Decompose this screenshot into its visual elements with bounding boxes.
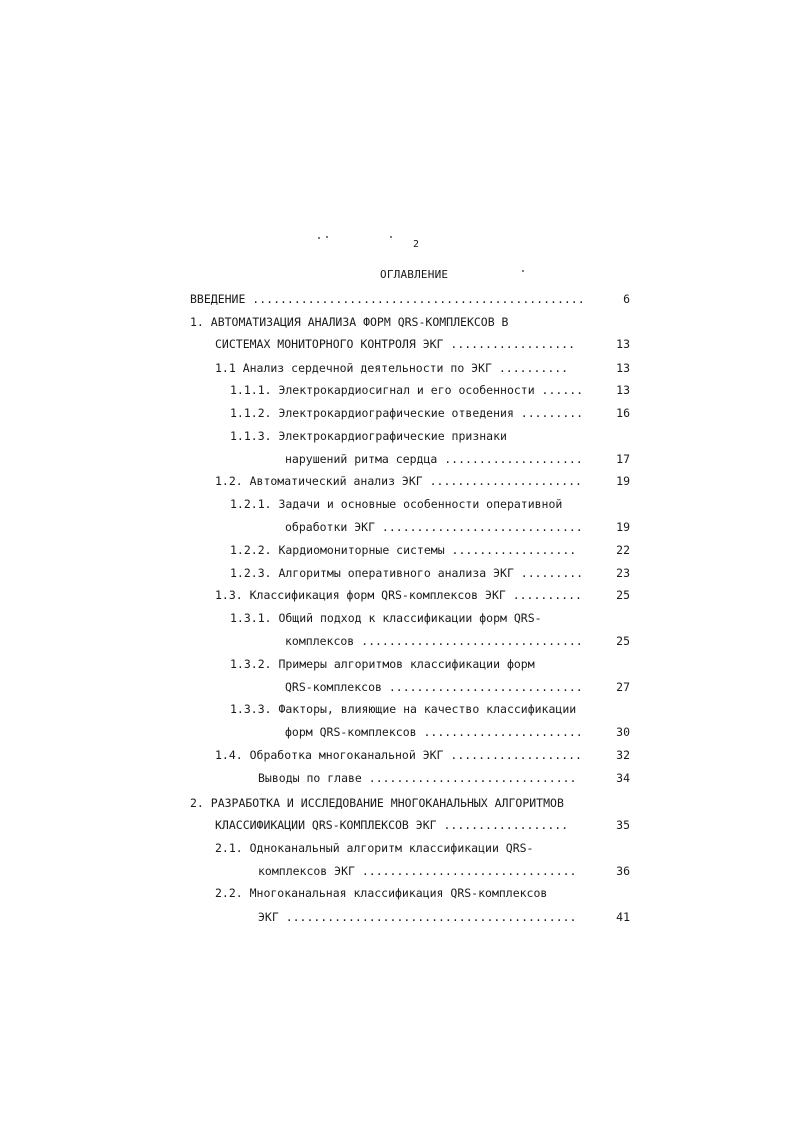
- toc-title: ОГЛАВЛЕНИЕ: [380, 268, 449, 281]
- toc-page-number: 32: [616, 748, 630, 762]
- toc-page-number: 35: [616, 818, 630, 832]
- toc-entry: 1.3.1. Общий подход к классификации форм QRS-: [230, 611, 542, 625]
- toc-page-number: 27: [616, 680, 630, 694]
- toc-page-number: 16: [616, 406, 630, 420]
- toc-entry: СИСТЕМАХ МОНИТОРНОГО КОНТРОЛЯ ЭКГ ..................: [215, 337, 576, 351]
- toc-entry: 1.2.1. Задачи и основные особенности оперативной: [230, 497, 563, 511]
- toc-page-number: 25: [616, 634, 630, 648]
- scan-speck: [326, 236, 328, 238]
- toc-page-number: 19: [616, 520, 630, 534]
- toc-page-number: 13: [616, 337, 630, 351]
- toc-entry: 1.2.3. Алгоритмы оперативного анализа ЭКГ .........: [230, 566, 584, 580]
- toc-page-number: 30: [616, 725, 630, 739]
- toc-entry: 2.2. Многоканальная классификация QRS-комплексов: [215, 886, 548, 900]
- toc-entry: 1.1.1. Электрокардиосигнал и его особенности ......: [230, 383, 584, 397]
- toc-entry: комплексов ................................: [285, 634, 583, 648]
- toc-entry: 2. РАЗРАБОТКА И ИССЛЕДОВАНИЕ МНОГОКАНАЛЬНЫХ АЛГОРИТМОВ: [190, 796, 564, 810]
- toc-entry: КЛАССИФИКАЦИИ QRS-КОМПЛЕКСОВ ЭКГ ..................: [215, 818, 569, 832]
- toc-entry: нарушений ритма сердца ....................: [285, 452, 583, 466]
- toc-entry: 2.1. Одноканальный алгоритм классификации QRS-: [215, 841, 534, 855]
- toc-entry: 1.1 Анализ сердечной деятельности по ЭКГ ..........: [215, 361, 569, 375]
- scan-speck: [522, 270, 524, 272]
- toc-page-number: 13: [616, 361, 630, 375]
- scan-speck: [390, 236, 392, 238]
- page-number: 2: [413, 239, 420, 250]
- toc-page-number: 19: [616, 474, 630, 488]
- toc-entry: обработки ЭКГ .............................: [285, 520, 583, 534]
- toc-entry: ЭКГ ..........................................: [258, 910, 577, 924]
- toc-page-number: 25: [616, 588, 630, 602]
- toc-page-number: 41: [616, 910, 630, 924]
- toc-page-number: 23: [616, 566, 630, 580]
- toc-entry: 1.4. Обработка многоканальной ЭКГ ...................: [215, 748, 582, 762]
- toc-entry: 1.3. Классификация форм QRS-комплексов ЭКГ ..........: [215, 588, 582, 602]
- toc-page-number: 13: [616, 383, 630, 397]
- toc-entry: 1.1.3. Электрокардиографические признаки: [230, 429, 507, 443]
- toc-entry: 1.2.2. Кардиомониторные системы ..................: [230, 543, 577, 557]
- toc-entry: Выводы по главе ..............................: [258, 771, 577, 785]
- toc-entry: 1. АВТОМАТИЗАЦИЯ АНАЛИЗА ФОРМ QRS-КОМПЛЕКСОВ В: [190, 315, 509, 329]
- toc-entry: комплексов ЭКГ ...............................: [258, 864, 577, 878]
- toc-page-number: 34: [616, 771, 630, 785]
- toc-page-number: 17: [616, 452, 630, 466]
- toc-page-number: 22: [616, 543, 630, 557]
- toc-page-number: 6: [623, 292, 630, 306]
- toc-entry: 1.3.3. Факторы, влияющие на качество классификации: [230, 702, 577, 716]
- toc-entry: 1.2. Автоматический анализ ЭКГ ......................: [215, 474, 582, 488]
- toc-entry: QRS-комплексов ............................: [285, 680, 583, 694]
- toc-entry: 1.3.2. Примеры алгоритмов классификации форм: [230, 657, 535, 671]
- scan-speck: [318, 237, 320, 239]
- toc-entry: форм QRS-комплексов .......................: [285, 725, 583, 739]
- toc-entry: ВВЕДЕНИЕ ................................................: [190, 292, 585, 306]
- toc-entry: 1.1.2. Электрокардиографические отведения .........: [230, 406, 584, 420]
- toc-page-number: 36: [616, 864, 630, 878]
